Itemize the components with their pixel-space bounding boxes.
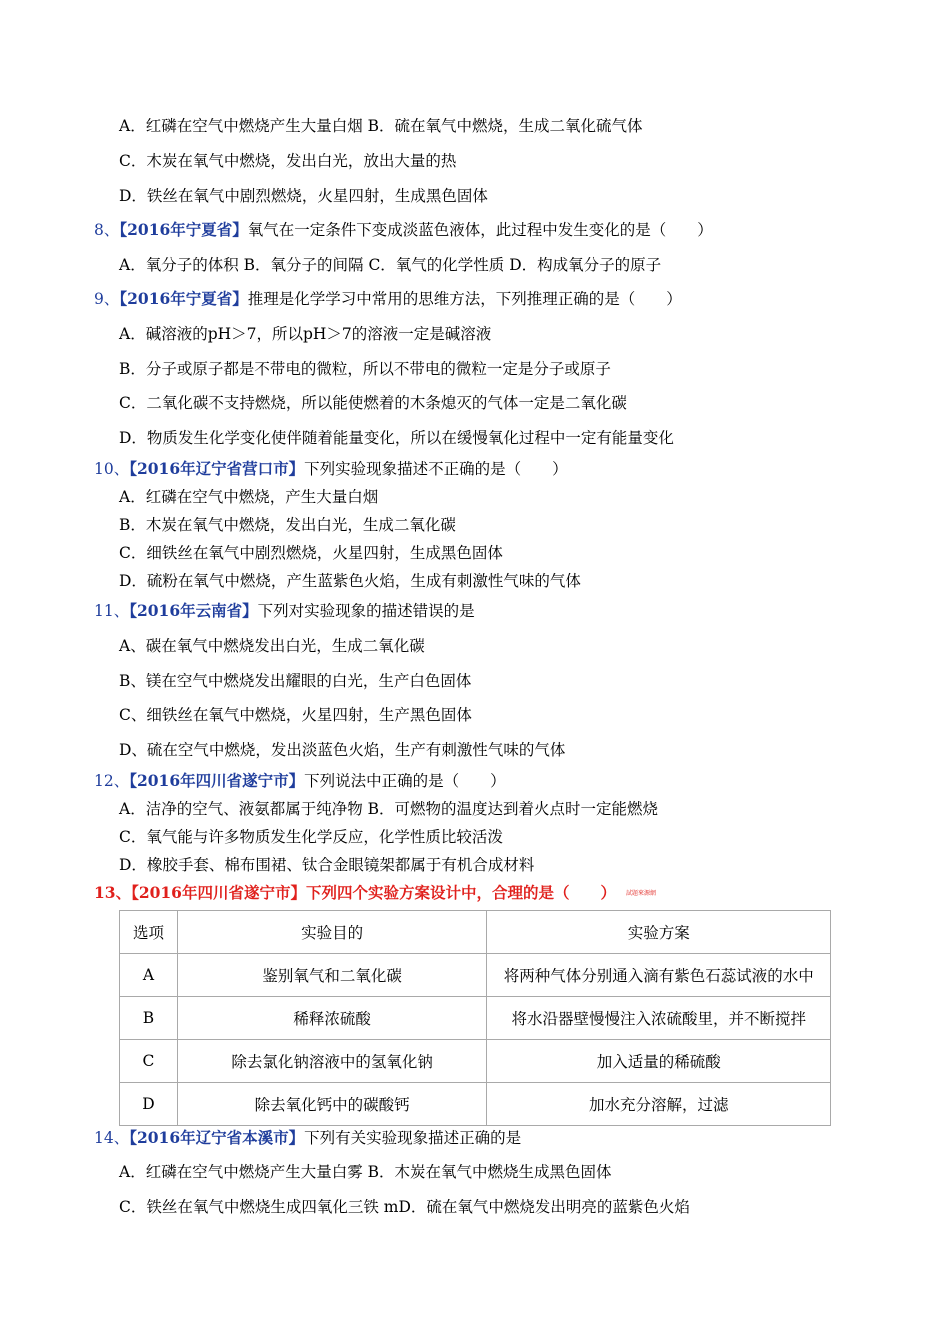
question-number: 14、 <box>94 1129 130 1147</box>
question-source: 【2016年四川省遂宁市】 <box>129 771 305 790</box>
table-header-row <box>120 911 831 954</box>
table-cell-option: D <box>120 1083 178 1126</box>
q11-option-a: A、碳在氧气中燃烧发出白光，生成二氧化碳 <box>119 637 425 655</box>
table-cell-plan: 加水充分溶解，过滤 <box>487 1083 831 1126</box>
question-source: 【2016年四川省遂宁市】 <box>131 883 306 902</box>
table-cell-plan: 将两种气体分别通入滴有紫色石蕊试液的水中 <box>487 954 831 997</box>
question-number: 8、 <box>94 221 120 239</box>
question-number: 12、 <box>94 772 130 790</box>
question-text: 下列对实验现象的描述错误的是 <box>257 602 475 620</box>
question-number: 13、 <box>94 883 132 902</box>
q8-options: A．氧分子的体积 B．氧分子的间隔 C．氧气的化学性质 D．构成氧分子的原子 <box>119 256 662 274</box>
q14-option-c-d: C．铁丝在氧气中燃烧生成四氧化三铁 mD．硫在氧气中燃烧发出明亮的蓝紫色火焰 <box>119 1198 690 1216</box>
question-number: 11、 <box>94 602 130 620</box>
q11-option-c: C、细铁丝在氧气中燃烧，火星四射，生产黑色固体 <box>119 706 472 724</box>
q11-option-d: D、硫在空气中燃烧，发出淡蓝色火焰，生产有刺激性气味的气体 <box>119 741 566 759</box>
table-cell-plan: 加入适量的稀硫酸 <box>487 1040 831 1083</box>
q14-option-a-b: A．红磷在空气中燃烧产生大量白雾 B．木炭在氧气中燃烧生成黑色固体 <box>119 1163 612 1181</box>
question-text: 氧气在一定条件下变成淡蓝色液体，此过程中发生变化的是（ ） <box>247 221 713 239</box>
question-source: 【2016年辽宁省本溪市】 <box>129 1128 305 1147</box>
source-watermark: 試題來源網 <box>625 890 656 897</box>
table-cell-purpose: 稀释浓硫酸 <box>177 997 487 1040</box>
question-source: 【2016年宁夏省】 <box>119 289 248 308</box>
q12-option-a-b: A．洁净的空气、液氨都属于纯净物 B．可燃物的温度达到着火点时一定能燃烧 <box>119 800 659 818</box>
table-cell-plan: 将水沿器壁慢慢注入浓硫酸里，并不断搅拌 <box>487 997 831 1040</box>
question-11 <box>94 601 475 621</box>
table-header-purpose: 实验目的 <box>177 911 487 954</box>
q11-option-b: B、镁在空气中燃烧发出耀眼的白光，生产白色固体 <box>119 672 472 690</box>
q9-option-b: B．分子或原子都是不带电的微粒，所以不带电的微粒一定是分子或原子 <box>119 360 611 378</box>
question-source: 【2016年辽宁省营口市】 <box>129 459 305 478</box>
question-13 <box>94 883 656 904</box>
q9-option-a: A．碱溶液的pH＞7，所以pH＞7的溶液一定是碱溶液 <box>119 325 492 343</box>
question-9 <box>94 289 682 309</box>
q7-option-c: C．木炭在氧气中燃烧，发出白光，放出大量的热 <box>119 152 457 170</box>
table-cell-option: C <box>120 1040 178 1083</box>
table-header-plan: 实验方案 <box>487 911 831 954</box>
q7-option-a-b: A．红磷在空气中燃烧产生大量白烟 B．硫在氧气中燃烧，生成二氧化硫气体 <box>119 117 643 135</box>
question-12 <box>94 771 506 791</box>
question-text: 推理是化学学习中常用的思维方法，下列推理正确的是（ ） <box>247 290 682 308</box>
table-cell-purpose: 除去氯化钠溶液中的氢氧化钠 <box>177 1040 487 1083</box>
q10-option-c: C．细铁丝在氧气中剧烈燃烧，火星四射，生成黑色固体 <box>119 544 503 562</box>
table-row <box>120 997 831 1040</box>
q10-option-d: D．硫粉在氧气中燃烧，产生蓝紫色火焰，生成有刺激性气味的气体 <box>119 572 581 590</box>
question-source: 【2016年宁夏省】 <box>119 220 248 239</box>
q12-option-d: D．橡胶手套、棉布围裙、钛合金眼镜架都属于有机合成材料 <box>119 856 535 874</box>
experiment-table <box>119 910 831 1126</box>
question-number: 10、 <box>94 460 130 478</box>
q9-option-d: D．物质发生化学变化使伴随着能量变化，所以在缓慢氧化过程中一定有能量变化 <box>119 429 674 447</box>
table-cell-option: A <box>120 954 178 997</box>
question-text: 下列说法中正确的是（ ） <box>304 772 506 790</box>
table-row <box>120 1083 831 1126</box>
question-10 <box>94 459 568 479</box>
table-row <box>120 954 831 997</box>
question-number: 9、 <box>94 290 120 308</box>
table-cell-purpose: 除去氧化钙中的碳酸钙 <box>177 1083 487 1126</box>
q10-option-b: B．木炭在氧气中燃烧，发出白光，生成二氧化碳 <box>119 516 456 534</box>
table-row <box>120 1040 831 1083</box>
table-cell-option: B <box>120 997 178 1040</box>
question-8 <box>94 220 713 240</box>
question-text: 下列有关实验现象描述正确的是 <box>304 1129 522 1147</box>
q10-option-a: A．红磷在空气中燃烧，产生大量白烟 <box>119 488 379 506</box>
question-source: 【2016年云南省】 <box>129 601 258 620</box>
question-14 <box>94 1128 521 1148</box>
question-text: 下列四个实验方案设计中，合理的是（ ） <box>305 883 616 902</box>
table-cell-purpose: 鉴别氧气和二氧化碳 <box>177 954 487 997</box>
table-header-option: 选项 <box>120 911 178 954</box>
q12-option-c: C．氧气能与许多物质发生化学反应，化学性质比较活泼 <box>119 828 503 846</box>
question-text: 下列实验现象描述不正确的是（ ） <box>304 460 568 478</box>
q9-option-c: C．二氧化碳不支持燃烧，所以能使燃着的木条熄灭的气体一定是二氧化碳 <box>119 394 627 412</box>
q7-option-d: D．铁丝在氧气中剧烈燃烧，火星四射，生成黑色固体 <box>119 187 488 205</box>
